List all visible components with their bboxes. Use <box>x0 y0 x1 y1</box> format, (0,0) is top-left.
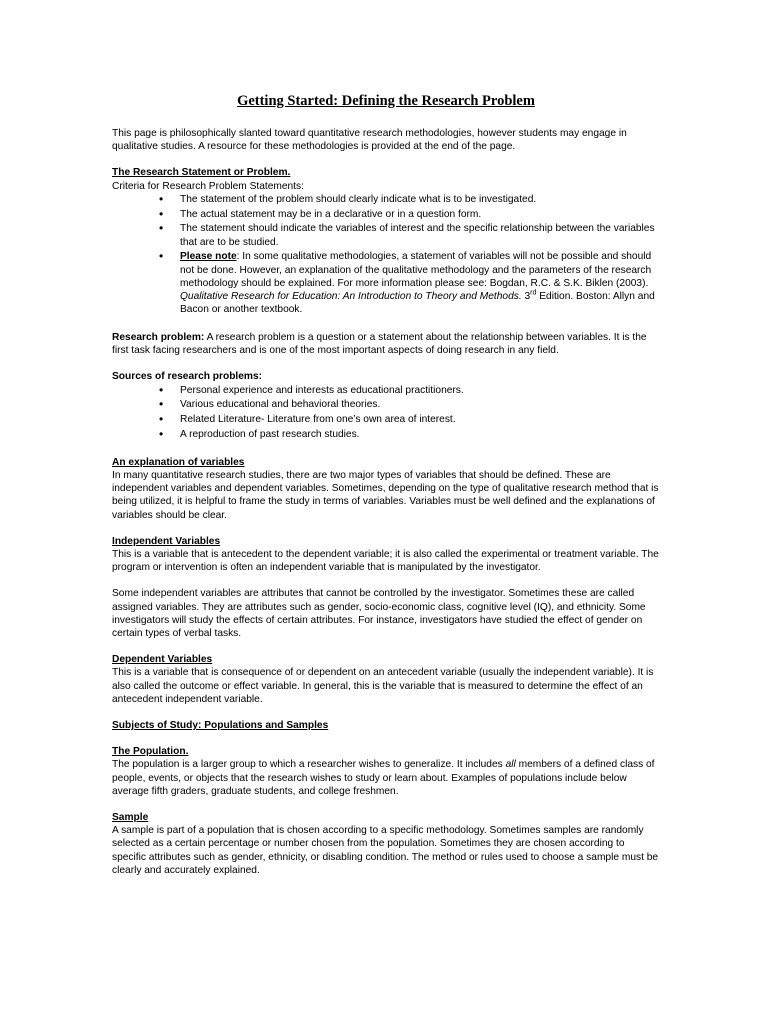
spacer <box>112 798 660 811</box>
population-heading: The Population. <box>112 746 189 758</box>
sample-heading: Sample <box>112 812 149 824</box>
sample-paragraph: A sample is part of a population that is chosen according to a specific methodology. Sometimes samples are randomly selected as a certain percentage or number chosen from the population. Sometimes they are chosen according to specific attributes such as gender, ethnicity, or disabling condition. The method or rules used to choose a sample must be clearly and accurately explained. <box>112 825 659 876</box>
emphasis-all: all <box>505 759 516 771</box>
list-item-note <box>159 250 660 316</box>
independent-variables-heading: Independent Variables <box>112 535 221 547</box>
document-page <box>112 92 660 877</box>
sources-list <box>112 384 660 442</box>
subjects-heading: Subjects of Study: Populations and Samples <box>112 720 329 732</box>
criteria-line: Criteria for Research Problem Statements: <box>112 180 304 192</box>
variables-paragraph: In many quantitative research studies, there are two major types of variables that should be defined. These are independent variables and dependent variables. Sometimes, depending on the type of qualitative research method that is being utilized, it is helpful to frame the study in terms of variables. Variables must be well defined and the explanations of variables should be clear. <box>112 470 659 521</box>
independent-paragraph-2: Some independent variables are attributes that cannot be controlled by the investigator. Sometimes these are called assigned variables. They are attributes such as gender, socio-economic class, cognitive level (IQ), and ethnicity. Some investigators will study the effects of certain attributes. For instance, investigators have studied the effect of gender on certain types of verbal tasks. <box>112 588 646 640</box>
list-item: • Related Literature- Literature from one’s own area of interest. <box>159 413 660 426</box>
spacer <box>112 522 660 535</box>
population-text-start: The population is a larger group to which a researcher wishes to generalize. It includes <box>112 759 506 771</box>
research-problem-label: Research problem: <box>112 332 205 344</box>
spacer <box>112 706 660 719</box>
spacer <box>112 318 660 331</box>
note-end: Edition. Boston: Allyn and Bacon or another textbook. <box>180 291 655 316</box>
research-problem-paragraph <box>112 331 660 357</box>
criteria-list <box>112 193 660 317</box>
population-text-end: members of a defined class of people, events, or objects that the research wishes to study or learn about. Examples of populations include below average fifth graders, graduate students, and college freshmen. <box>112 759 655 797</box>
research-statement-heading: The Research Statement or Problem. <box>112 167 291 179</box>
intro-paragraph: This page is philosophically slanted toward quantitative research methodologies, however students may engage in qualitative studies. A resource for these methodologies is provided at the end of the page. <box>112 128 627 153</box>
book-title: Qualitative Research for Education: An Introduction to Theory and Methods. <box>180 291 522 303</box>
spacer <box>112 357 660 370</box>
spacer <box>112 153 660 166</box>
edition-number: 3 <box>521 291 531 303</box>
variables-heading: An explanation of variables <box>112 456 245 468</box>
sources-heading: Sources of research problems: <box>112 371 263 383</box>
independent-paragraph-1: This is a variable that is antecedent to the dependent variable; it is also called the experimental or treatment variable. The program or intervention is often an independent variable that is manipulated by the investigator. <box>112 549 659 574</box>
list-item: • A reproduction of past research studies. <box>159 428 660 441</box>
list-item: • Personal experience and interests as educational practitioners. <box>159 384 660 397</box>
spacer <box>112 732 660 745</box>
page-title: Getting Started: Defining the Research Problem <box>237 93 535 109</box>
spacer <box>112 443 660 456</box>
dependent-paragraph: This is a variable that is consequence of or dependent on an antecedent variable (usually the independent variable). It is also called the outcome or effect variable. In general, this is the variable that is measured to determine the effect of an antecedent independent variable. <box>112 667 654 705</box>
list-item: • The statement of the problem should clearly indicate what is to be investigated. <box>159 193 660 206</box>
edition-suffix: rd <box>530 289 537 297</box>
list-item: • The statement should indicate the variables of interest and the specific relationship between the variables that are to be studied. <box>159 222 660 248</box>
dependent-variables-heading: Dependent Variables <box>112 654 213 666</box>
please-note-label: Please note <box>180 251 237 263</box>
list-item: • The actual statement may be in a declarative or in a question form. <box>159 208 660 221</box>
note-text: : In some qualitative methodologies, a statement of variables will not be possible and should not be done. However, an explanation of the qualitative methodology and the parameters of the research methodology should be explained. For more information please see: Bogdan, R.C. & S.K. Biklen (2003). <box>180 251 652 289</box>
research-problem-text: A research problem is a question or a statement about the relationship between variables. It is the first task facing researchers and is one of the most important aspects of doing research in any field. <box>112 332 647 357</box>
list-item: • Various educational and behavioral theories. <box>159 398 660 411</box>
population-paragraph <box>112 758 660 798</box>
spacer <box>112 574 660 587</box>
spacer <box>112 640 660 653</box>
